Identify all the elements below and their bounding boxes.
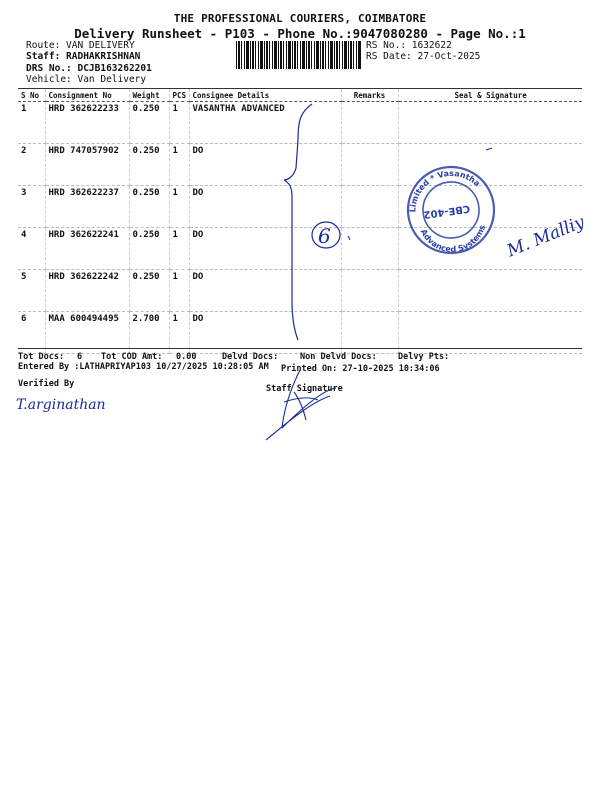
tot-docs-value: 6 xyxy=(77,352,83,362)
cell-weight: 0.250 xyxy=(129,186,169,228)
cell-sno: 6 xyxy=(18,312,45,354)
cell-consignee: DO xyxy=(189,186,341,228)
cell-consignment: HRD 747057902 xyxy=(45,144,129,186)
runsheet-title: Delivery Runsheet - P103 - Phone No.:9047080280 - Page No.:1 xyxy=(74,26,526,41)
rs-number: RS No.: 1632622 xyxy=(366,40,452,51)
verifier-signature: T.arginathan xyxy=(16,397,106,413)
vehicle-label: Vehicle: Van Delivery xyxy=(26,74,147,85)
company-seal-stamp xyxy=(402,161,499,259)
cell-pcs: 1 xyxy=(169,102,189,144)
non-delvd-docs-label: Non Delvd Docs: xyxy=(300,352,377,362)
count-circle-text: 6 xyxy=(318,224,331,248)
cell-sno: 5 xyxy=(18,270,45,312)
tick-mark xyxy=(348,236,350,240)
staff-signature-label: Staff Signature xyxy=(266,384,343,394)
staff-label: Staff: RADHAKRISHNAN xyxy=(26,51,141,62)
tot-cod-value: 0.00 xyxy=(176,352,197,362)
cell-consignee: DO xyxy=(189,312,341,354)
stamp-bottom-text: Advanced Systems xyxy=(418,223,488,255)
cell-weight: 0.250 xyxy=(129,270,169,312)
cell-consignment: HRD 362622242 xyxy=(45,270,129,312)
brace-mark xyxy=(284,104,312,340)
cell-consignment: HRD 362622241 xyxy=(45,228,129,270)
tot-cod-label: Tot COD Amt: xyxy=(101,352,163,362)
cell-weight: 0.250 xyxy=(129,228,169,270)
rs-date: RS Date: 27-Oct-2025 xyxy=(366,51,481,62)
staff-signature-scribble xyxy=(266,370,336,440)
cell-consignment: HRD 362622237 xyxy=(45,186,129,228)
stamp-center-text: CBE-402 xyxy=(422,202,471,220)
cell-sno: 2 xyxy=(18,144,45,186)
verified-by-label: Verified By xyxy=(18,379,75,389)
col-seal-signature: Seal & Signature xyxy=(398,89,582,102)
cell-weight: 0.250 xyxy=(129,144,169,186)
cell-sno: 4 xyxy=(18,228,45,270)
col-sno: S No xyxy=(18,89,45,102)
svg-text:Advanced Systems xyxy=(418,219,490,258)
delvd-docs-label: Delvd Docs: xyxy=(222,352,279,362)
seal-signature: M. Malliy xyxy=(504,212,588,262)
cell-pcs: 1 xyxy=(169,270,189,312)
col-weight: Weight xyxy=(129,89,169,102)
stamp-top-text: Limited * Vasantha xyxy=(408,168,482,213)
tick-mark xyxy=(486,148,492,150)
cell-pcs: 1 xyxy=(169,312,189,354)
col-consignee: Consignee Details xyxy=(189,89,341,102)
tot-docs-label: Tot Docs: xyxy=(18,352,65,362)
printed-on: Printed On: 27-10-2025 10:34:06 xyxy=(281,364,440,374)
cell-consignee: DO xyxy=(189,144,341,186)
col-consignment: Consignment No xyxy=(45,89,129,102)
cell-consignment: MAA 600494495 xyxy=(45,312,129,354)
cell-consignee: VASANTHA ADVANCED xyxy=(189,102,341,144)
cell-consignee: DO xyxy=(189,270,341,312)
cell-consignee: DO xyxy=(189,228,341,270)
delvy-pts-label: Delvy Pts: xyxy=(398,352,450,362)
cell-sno: 1 xyxy=(18,102,45,144)
col-pcs: PCS xyxy=(169,89,189,102)
entered-by: Entered By :LATHAPRIYAP103 10/27/2025 10:28:05 AM xyxy=(18,362,269,372)
cell-weight: 2.700 xyxy=(129,312,169,354)
company-name: THE PROFESSIONAL COURIERS, COIMBATORE xyxy=(173,12,427,25)
col-remarks: Remarks xyxy=(341,89,398,102)
cell-weight: 0.250 xyxy=(129,102,169,144)
cell-consignment: HRD 362622233 xyxy=(45,102,129,144)
cell-pcs: 1 xyxy=(169,186,189,228)
cell-sno: 3 xyxy=(18,186,45,228)
cell-pcs: 1 xyxy=(169,228,189,270)
cell-pcs: 1 xyxy=(169,144,189,186)
route-label: Route: VAN DELIVERY xyxy=(26,40,135,51)
count-circle xyxy=(312,222,340,248)
drs-number: DRS No.: DCJB163262201 xyxy=(26,63,152,74)
